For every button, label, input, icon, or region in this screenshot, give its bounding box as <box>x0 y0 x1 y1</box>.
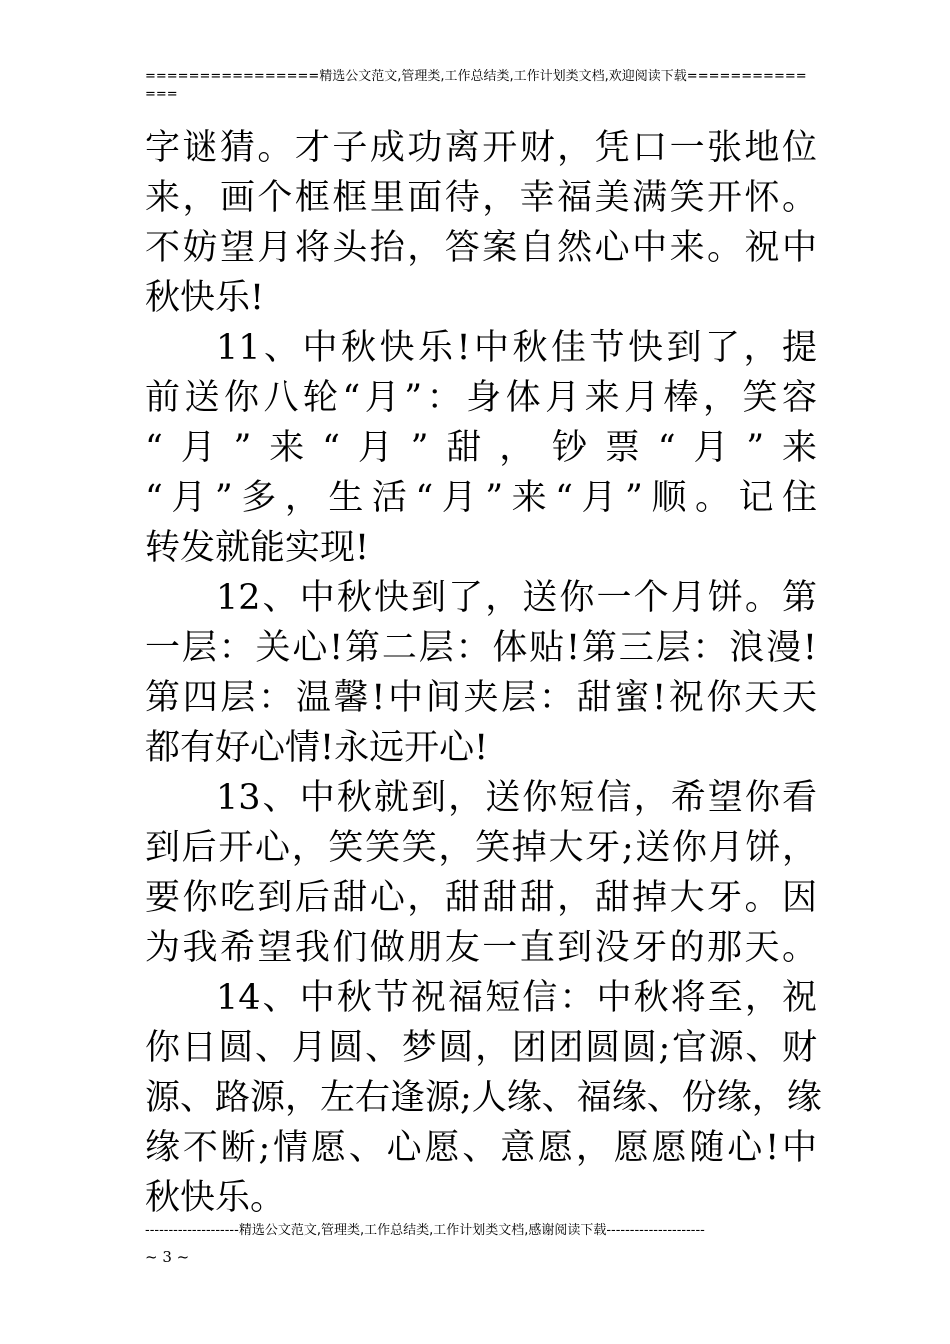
text-line: “月”来“月”甜，钞票“月”来 <box>145 428 817 468</box>
body-text <box>145 123 822 1223</box>
text-line: 第四层：温馨!中间夹层：甜蜜!祝你天天 <box>145 678 817 718</box>
text-line: 源、路源，左右逢源;人缘、福缘、份缘，缘 <box>145 1078 822 1118</box>
paragraph-start-line: 14、中秋节祝福短信：中秋将至，祝 <box>216 978 817 1018</box>
text-line: 为我希望我们做朋友一直到没牙的那天。 <box>145 928 817 968</box>
text-line: 要你吃到后甜心，甜甜甜，甜掉大牙。因 <box>145 878 817 918</box>
text-line: 缘不断;情愿、心愿、意愿，愿愿随心!中 <box>145 1128 817 1168</box>
page-footer: --------------------精选公文范文,管理类,工作总结类,工作计划类文档,感谢阅读下载--------------------- <box>145 1223 705 1238</box>
text-line: 字谜猜。才子成功离开财，凭口一张地位 <box>145 128 817 168</box>
page-number: ~ 3 ~ <box>145 1248 190 1266</box>
page-header: ================精选公文范文,管理类,工作总结类,工作计划类文档,欢迎阅读下载============== <box>145 69 807 102</box>
text-line: “月”多，生活“月”来“月”顺。记住 <box>145 478 817 518</box>
text-line: 一层：关心!第二层：体贴!第三层：浪漫! <box>145 628 817 668</box>
text-line: 秋快乐! <box>145 278 265 318</box>
text-line: 你日圆、月圆、梦圆，团团圆圆;官源、财 <box>145 1028 817 1068</box>
paragraph-start-line: 13、中秋就到，送你短信，希望你看 <box>216 778 817 818</box>
text-line: 来，画个框框里面待，幸福美满笑开怀。 <box>145 178 817 218</box>
text-line: 都有好心情!永远开心! <box>145 728 489 768</box>
text-line: 不妨望月将头抬，答案自然心中来。祝中 <box>145 228 817 268</box>
text-line: 转发就能实现! <box>145 528 370 568</box>
paragraph-start-line: 11、中秋快乐!中秋佳节快到了，提 <box>216 328 817 368</box>
text-line: 到后开心，笑笑笑，笑掉大牙;送你月饼， <box>145 828 817 868</box>
text-line: 秋快乐。 <box>145 1178 286 1218</box>
text-line: 前送你八轮“月”：身体月来月棒，笑容 <box>145 378 817 418</box>
paragraph-start-line: 12、中秋快到了，送你一个月饼。第 <box>216 578 817 618</box>
